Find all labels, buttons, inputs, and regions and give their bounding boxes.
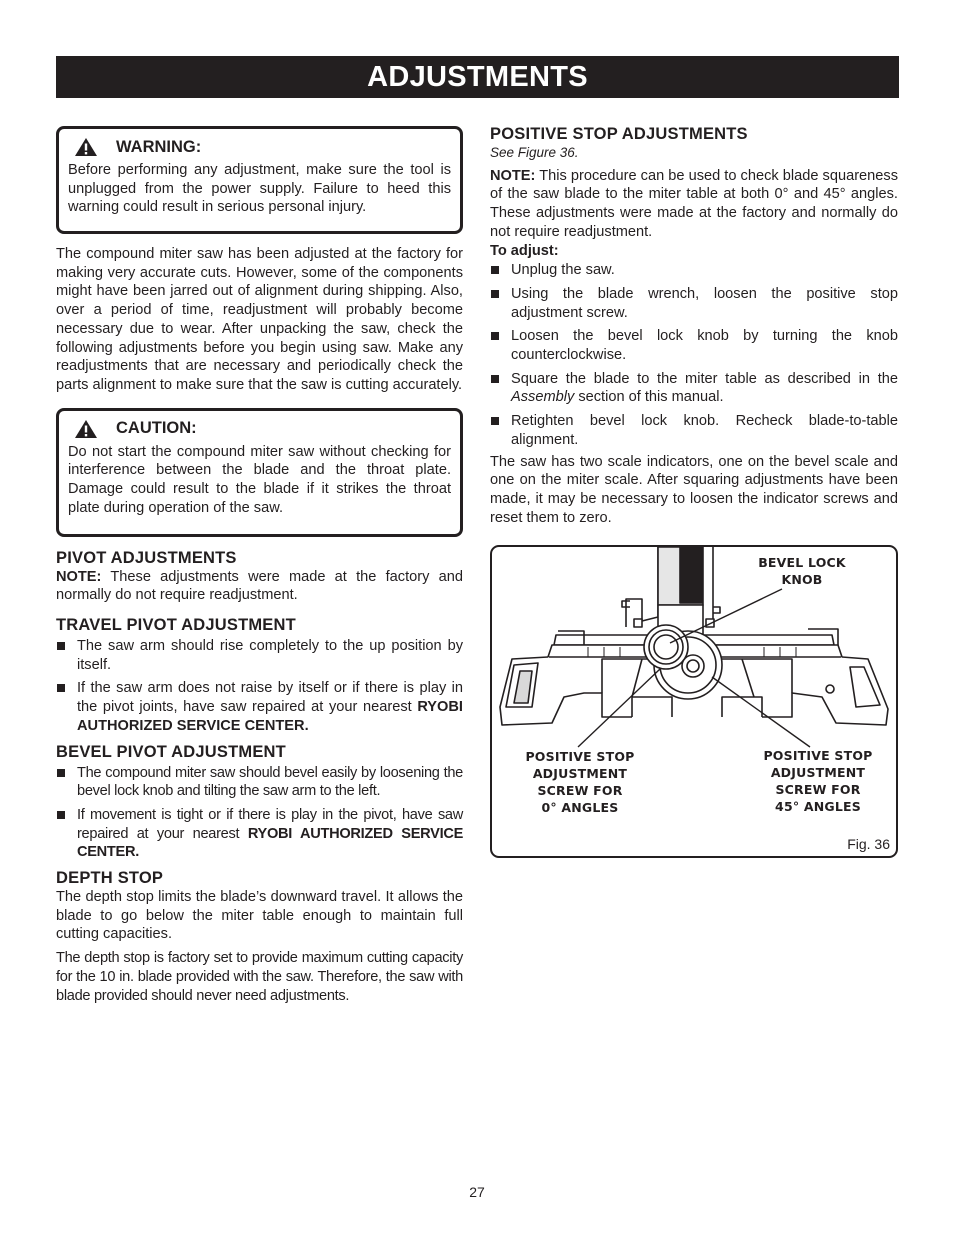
list-item: If the saw arm does not raise by itself or if there is play in the pivot joints, have saw repaired at your nearest RYOBI AUTHORIZED SERVICE CENTER. <box>56 679 463 735</box>
pivot-note: NOTE: These adjustments were made at the factory and normally do not require readjustment. <box>56 568 463 604</box>
see-figure: See Figure 36. <box>490 145 579 160</box>
figure-label: Fig. 36 <box>847 836 890 852</box>
travel-list <box>56 637 463 736</box>
list-item: The compound miter saw should bevel easily by loosening the bevel lock knob and tilting the saw arm to the left. <box>56 764 463 801</box>
figure-36 <box>490 545 898 858</box>
list-item: If movement is tight or if there is play in the pivot, have saw repaired at your nearest RYOBI AUTHORIZED SERVICE CENTER. <box>56 806 463 862</box>
warning-box <box>56 126 463 234</box>
bevel-list <box>56 764 463 863</box>
list-item: Square the blade to the miter table as described in the Assembly section of this manual. <box>490 370 898 407</box>
list-item: Using the blade wrench, loosen the positive stop adjustment screw. <box>490 285 898 322</box>
positive-list <box>490 261 898 449</box>
depth-heading: DEPTH STOP <box>56 869 164 888</box>
page-number: 27 <box>469 1184 485 1200</box>
list-item: Unplug the saw. <box>490 261 898 280</box>
right-column <box>490 124 898 527</box>
callout-positive-stop-45: POSITIVE STOP ADJUSTMENT SCREW FOR 45° ANGLES <box>763 748 873 814</box>
caution-box <box>56 408 463 537</box>
left-column <box>56 126 463 1005</box>
list-item: Retighten bevel lock knob. Recheck blade-to-table alignment. <box>490 412 898 449</box>
positive-heading: POSITIVE STOP ADJUSTMENTS <box>490 125 748 143</box>
list-item: The saw arm should rise completely to the up position by itself. <box>56 637 463 674</box>
warning-title: WARNING: <box>116 137 202 156</box>
depth-paragraph-2: The depth stop is factory set to provide maximum cutting capacity for the 10 in. blade provided with the saw. Therefore, the saw with blade provided should never need adjustments. <box>56 950 463 1004</box>
callout-positive-stop-0: POSITIVE STOP ADJUSTMENT SCREW FOR 0° ANGLES <box>525 749 635 815</box>
to-adjust-label: To adjust: <box>490 242 559 259</box>
warning-triangle-icon <box>74 137 98 157</box>
list-item: Loosen the bevel lock knob by turning the knob counterclockwise. <box>490 327 898 364</box>
bevel-heading: BEVEL PIVOT ADJUSTMENT <box>56 742 286 761</box>
travel-heading: TRAVEL PIVOT ADJUSTMENT <box>56 616 296 635</box>
warning-triangle-icon <box>74 419 98 439</box>
caution-title: CAUTION: <box>116 419 197 438</box>
page-title: ADJUSTMENTS <box>56 56 899 98</box>
caution-text: Do not start the compound miter saw without checking for interference between the blade and the throat plate. Damage could result to the blade if it strikes the throat plate during operation of the saw. <box>68 443 451 516</box>
pivot-heading: PIVOT ADJUSTMENTS <box>56 548 237 567</box>
callout-bevel-lock-knob: BEVEL LOCK KNOB <box>758 555 846 587</box>
depth-paragraph-1: The depth stop limits the blade’s downward travel. It allows the blade to go below the miter table enough to maintain full cutting capacities. <box>56 889 463 943</box>
scale-paragraph: The saw has two scale indicators, one on the bevel scale and one on the miter scale. After squaring adjustments have been made, it may be necessary to loosen the indicator screws and reset them to zero. <box>490 453 898 526</box>
warning-text: Before performing any adjustment, make sure the tool is unplugged from the power supply. Failure to heed this warning could result in serious personal injury. <box>68 162 451 216</box>
positive-note: NOTE: This procedure can be used to check blade squareness of the saw blade to the miter table at both 0° and 45° angles. These adjustments were made at the factory and normally do not require readjustment. <box>490 167 898 240</box>
intro-paragraph: The compound miter saw has been adjusted at the factory for making very accurate cuts. However, some of the components might have been jarred out of alignment during shipping. Also, over a period of time, readjustment will probably become necessary due to wear. After unpacking the saw, check the following adjustments before you begin using saw. Make any readjustments that are necessary and periodically check the parts alignment to make sure that the saw is cutting accurately. <box>56 246 463 393</box>
